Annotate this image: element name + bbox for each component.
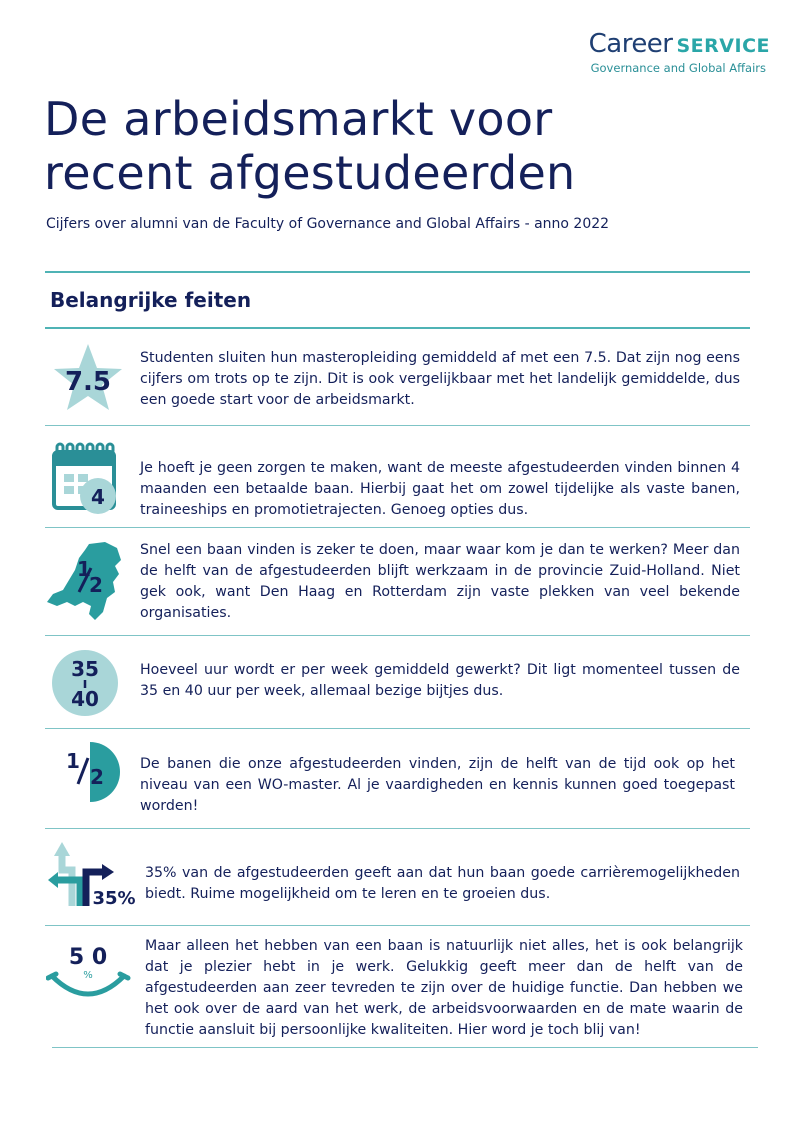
divider-3: [45, 635, 750, 636]
career-value: 35%: [92, 888, 136, 909]
half-circle-icon: [60, 740, 120, 808]
page-subtitle: Cijfers over alumni van de Faculty of Governance and Global Affairs - anno 2022: [46, 216, 610, 232]
fact-text-hours: Hoeveel uur wordt er per week gemiddeld gewerkt? Dit ligt momenteel tussen de 35 en 40 uur per week, allemaal bezige bijtjes dus.: [140, 662, 740, 699]
logo-career: Career: [588, 29, 673, 59]
section-title: Belangrijke feiten: [50, 288, 252, 312]
fact-text-career: 35% van de afgestudeerden geeft aan dat hun baan goede carrièremogelijkheden biedt. Ruime mogelijkheid om te leren en te groeien dus.: [145, 865, 740, 902]
divider-2: [45, 527, 750, 528]
clock-bottom-value: 40: [71, 687, 99, 711]
map-fraction-den: 2: [89, 573, 103, 597]
star-value: 7.5: [64, 367, 112, 397]
netherlands-map-icon: [45, 540, 125, 622]
divider-4: [45, 728, 750, 729]
career-arrows-icon: [48, 840, 138, 912]
logo-service: SERVICE: [676, 35, 770, 57]
star-icon: [52, 342, 124, 414]
half-fraction-den: 2: [90, 765, 104, 789]
logo-subtitle: Governance and Global Affairs: [590, 61, 767, 75]
fact-text-level: De banen die onze afgestudeerden vinden, zijn de helft van de tijd ook op het niveau van een WO-master. Al je vaardigheden en kennis kunnen goed toegepast worden!: [140, 756, 735, 814]
calendar-value: 4: [91, 485, 105, 509]
clock-top-value: 35: [71, 657, 99, 681]
fact-text-province: Snel een baan vinden is zeker te doen, maar waar kom je dan te werken? Meer dan de helft van de afgestudeerden blijft werkzaam in de provincie Zuid-Holland. Niet gek ook, want Den Haag en Rotterdam zijn vaste plekken van veel bekende organisaties.: [140, 542, 740, 621]
divider-section: [45, 327, 750, 329]
fact-text-grade: Studenten sluiten hun masteropleiding gemiddeld af met een 7.5. Dat zijn nog eens cijfers om trots op te zijn. Dit is ook vergelijkbaar met het landelijk gemiddelde, dus een goede start voor de arbeidsmarkt.: [140, 350, 740, 408]
calendar-icon: [50, 438, 122, 514]
divider-top: [45, 271, 750, 273]
title-line-1: De arbeidsmarkt voor: [44, 92, 553, 146]
fact-text-satisfaction: Maar alleen het hebben van een baan is natuurlijk niet alles, het is ook belangrijk dat je plezier hebt in je werk. Gelukkig geeft meer dan de helft van de afgestudeerden aan zeer tevreden te zijn over de huidige functie. Dan hebben we het ook over de aard van het werk, de arbeidsvoorwaarden en de mate waarin de functie aansluit bij persoonlijke kwaliteiten. Hier word je toch blij van!: [145, 938, 743, 1038]
smile-unit: %: [83, 970, 93, 981]
divider-6: [45, 925, 750, 926]
title-line-2: recent afgestudeerden: [44, 146, 576, 200]
divider-7: [52, 1047, 758, 1048]
divider-5: [45, 828, 750, 829]
smile-icon: [46, 940, 132, 1004]
clock-icon: [50, 648, 120, 718]
map-fraction-num: 1: [77, 557, 91, 581]
smile-value: 5 0: [68, 945, 108, 970]
page-title: [44, 92, 744, 200]
divider-1: [45, 425, 750, 426]
fact-text-job-time: Je hoeft je geen zorgen te maken, want de meeste afgestudeerden vinden binnen 4 maanden een betaalde baan. Hierbij gaat het om zowel tijdelijke als vaste banen, traineeships en promotietrajecten. Genoeg opties dus.: [140, 460, 740, 518]
half-fraction-num: 1: [66, 749, 80, 773]
career-service-logo: [589, 30, 770, 75]
